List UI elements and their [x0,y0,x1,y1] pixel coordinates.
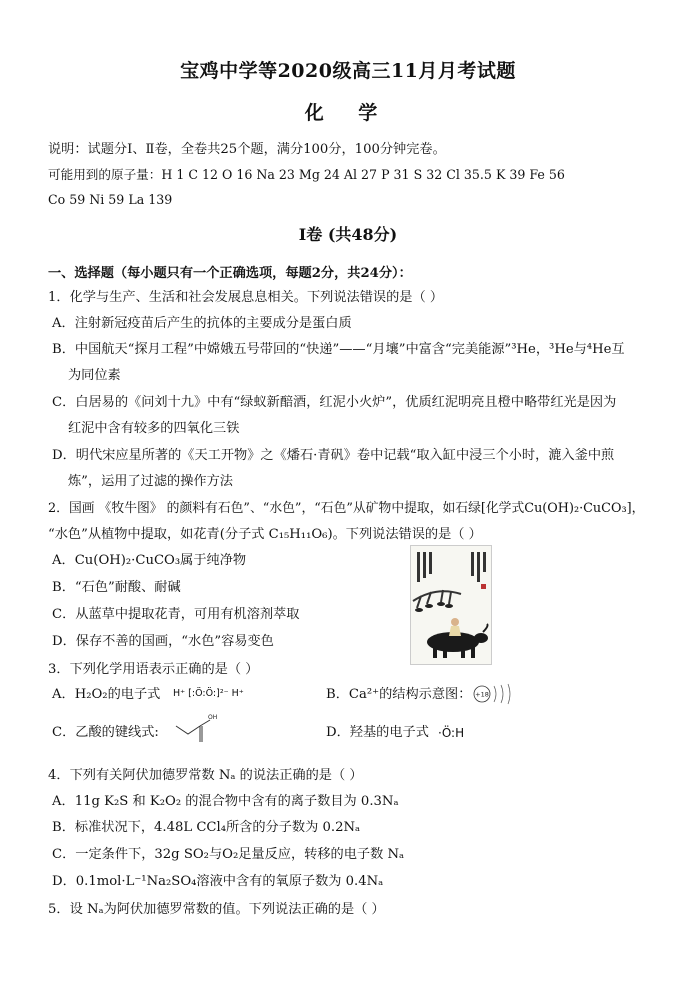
atomic-masses-line1: 可能用到的原子量：H 1 C 12 O 16 Na 23 Mg 24 Al 27 P 31 S 32 Cl 35.5 K 39 Fe 56 [48,167,565,182]
q1-option-c: C．白居易的《问刘十九》中有“绿蚁新醅酒，红泥小火炉”，优质红泥明亮且橙中略带红光是因为 [52,395,617,410]
q2-option-c: C．从蓝草中提取花青，可用有机溶剂萃取 [52,607,300,622]
acetic-oh-label: OH [208,714,218,721]
q4-option-b: B．标准状况下，4.48L CCl₄所含的分子数为 0.2Nₐ [52,820,361,835]
q1-option-d: D．明代宋应星所著的《天工开物》之《燔石·青矾》卷中记载“取入缸中浸三个小时，漉入釜中煎 [52,448,615,463]
q3-option-b: B．Ca²⁺的结构示意图： [326,687,472,702]
q2-stem-line2: “水色”从植物中提取，如花青(分子式 C₁₅H₁₁O₆)。下列说法错误的是（ ） [48,527,482,542]
q1-option-d-cont: 炼”，运用了过滤的操作方法 [68,474,233,489]
cowherd-painting-image [410,545,492,665]
q1-option-b-cont: 为同位素 [68,368,121,383]
q1-option-c-cont: 红泥中含有较多的四氧化三铁 [68,421,240,436]
hydroxyl-electron-formula: ·Ö:H [438,726,465,740]
q3-option-c: C．乙酸的键线式: [52,725,159,740]
q2-option-d: D．保存不善的国画，“水色”容易变色 [52,634,274,649]
q1-stem: 1．化学与生产、生活和社会发展息息相关。下列说法错误的是（ ） [48,290,444,305]
q2-stem-line1: 2．国画 《牧牛图》 的颜料有石色”、“水色”，“石色”从矿物中提取，如石绿[化学式Cu(OH)₂·CuCO₃]， [48,501,645,516]
part-heading: 一、选择题（每小题只有一个正确选项，每题2分，共24分）： [48,266,412,281]
q2-option-a: A．Cu(OH)₂·CuCO₃属于纯净物 [52,553,247,568]
subject-title: 化 学 [304,102,392,124]
page-title: 宝鸡中学等2020级高三11月月考试题 [180,60,516,82]
h2o2-electron-formula: H⁺ [:Ö:Ö:]²⁻ H⁺ [173,688,244,699]
ca-nucleus-charge: +18 [475,690,489,699]
q4-option-c: C．一定条件下，32g SO₂与O₂足量反应，转移的电子数 Nₐ [52,847,405,862]
section-title: Ⅰ卷 (共48分) [298,225,398,244]
q2-option-b: B．“石色”耐酸、耐碱 [52,580,181,595]
intro-note: 说明：试题分Ⅰ、Ⅱ卷，全卷共25个题，满分100分，100分钟完卷。 [48,142,446,157]
ca-ion-structure-diagram [470,681,520,707]
q4-stem: 4．下列有关阿伏加德罗常数 Nₐ 的说法正确的是（ ） [48,768,363,783]
q3-option-a: A．H₂O₂的电子式 [52,687,161,702]
q1-option-a: A．注射新冠疫苗后产生的抗体的主要成分是蛋白质 [52,316,352,331]
q5-stem: 5．设 Nₐ为阿伏加德罗常数的值。下列说法正确的是（ ） [48,902,385,917]
q3-option-d: D．羟基的电子式 [326,725,429,740]
q4-option-a: A．11g K₂S 和 K₂O₂ 的混合物中含有的离子数目为 0.3Nₐ [52,794,399,809]
atomic-masses-line2: Co 59 Ni 59 La 139 [48,192,173,207]
q3-stem: 3．下列化学用语表示正确的是（ ） [48,662,259,677]
q4-option-d: D．0.1mol·L⁻¹Na₂SO₄溶液中含有的氧原子数为 0.4Nₐ [52,874,384,889]
q1-option-b: B．中国航天“探月工程”中嫦娥五号带回的“快递”——“月壤”中富含“完美能源”³He，³He与⁴He互 [52,342,625,357]
acetic-acid-skeletal-formula [172,712,222,746]
